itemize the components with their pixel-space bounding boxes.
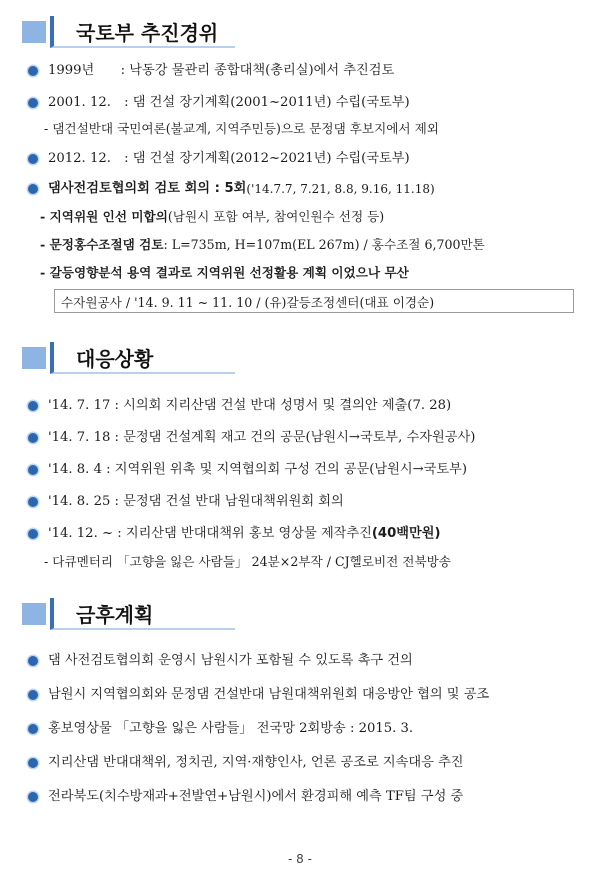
list-item bbox=[28, 525, 588, 543]
bullet-icon bbox=[28, 792, 38, 802]
bullet-icon bbox=[28, 656, 38, 666]
section-title: 금후계획 bbox=[76, 602, 154, 627]
item-text: 댐 사전검토협의회 운영시 남원시가 포함될 수 있도록 촉구 건의 bbox=[48, 653, 413, 668]
item-text: ('14.7.7, 7.21, 8.8, 9.16, 11.18) bbox=[246, 182, 435, 196]
section-header-progress bbox=[22, 14, 235, 50]
bullet-icon bbox=[28, 66, 38, 76]
item-text: '14. 7. 17 : 시의회 지리산댐 건설 반대 성명서 및 결의안 제출(7. 28) bbox=[48, 398, 452, 413]
boxed-note-text: 수자원공사 / '14. 9. 11 ~ 11. 10 / (유)갈등조정센터(대표 이경순) bbox=[61, 294, 435, 310]
bullet-icon bbox=[28, 529, 38, 539]
list-item bbox=[28, 754, 588, 772]
list-item bbox=[28, 94, 588, 112]
list-item bbox=[28, 686, 588, 704]
sub-item-bold: - 갈등영향분석 용역 결과로 지역위원 선정활용 계획 이었으나 무산 bbox=[40, 265, 409, 280]
bullet-icon bbox=[28, 758, 38, 768]
item-text: 2012. 12. : 댐 건설 장기계획(2012~2021년) 수립(국토부) bbox=[48, 151, 410, 166]
item-text: '14. 8. 4 : 지역위원 위촉 및 지역협의회 구성 건의 공문(남원시→국토부) bbox=[48, 462, 468, 477]
sub-item bbox=[44, 120, 600, 138]
sub-item-bold: - 지역위원 인선 미합의 bbox=[40, 209, 168, 224]
sub-item bbox=[40, 236, 600, 254]
bullet-icon bbox=[28, 433, 38, 443]
item-text-bold: (40백만원) bbox=[371, 526, 441, 541]
section-title: 대응상황 bbox=[76, 346, 154, 371]
sub-item bbox=[40, 208, 600, 226]
section-title-bar bbox=[50, 342, 235, 374]
item-text-bold: 댐사전검토협의회 검토 회의 : 5회 bbox=[48, 181, 247, 196]
boxed-note bbox=[54, 289, 574, 313]
list-item bbox=[28, 150, 588, 168]
item-text: 지리산댐 반대대책위, 정치권, 지역·재향인사, 언론 공조로 지속대응 추진 bbox=[48, 755, 464, 770]
section-header-response bbox=[22, 340, 235, 376]
section-marker-icon bbox=[22, 603, 46, 625]
sub-item-text: - 댐건설반대 국민여론(불교계, 지역주민등)으로 문정댐 후보지에서 제외 bbox=[44, 121, 439, 136]
page-number: - 8 - bbox=[288, 852, 312, 866]
sub-item bbox=[44, 553, 600, 571]
list-item bbox=[28, 180, 588, 198]
section-title-bar bbox=[50, 16, 235, 48]
bullet-icon bbox=[28, 465, 38, 475]
list-item bbox=[28, 461, 588, 479]
item-text: 2001. 12. : 댐 건설 장기계획(2001~2011년) 수립(국토부) bbox=[48, 95, 410, 110]
sub-item-text: : L=735m, H=107m(EL 267m) / 홍수조절 6,700만톤 bbox=[163, 237, 485, 252]
section-title-bar bbox=[50, 598, 235, 630]
list-item bbox=[28, 652, 588, 670]
bullet-icon bbox=[28, 98, 38, 108]
list-item bbox=[28, 493, 588, 511]
list-item bbox=[28, 429, 588, 447]
sub-item bbox=[40, 264, 600, 282]
item-text: 홍보영상물 「고향을 잃은 사람들」 전국망 2회방송 : 2015. 3. bbox=[48, 721, 414, 736]
section-marker-icon bbox=[22, 347, 46, 369]
item-text: 1999년 : 낙동강 물관리 종합대책(총리실)에서 추진검토 bbox=[48, 63, 395, 78]
section-marker-icon bbox=[22, 21, 46, 43]
sub-item-bold: - 문정홍수조절댐 검토 bbox=[40, 237, 164, 252]
item-text: 전라북도(치수방재과+전발연+남원시)에서 환경피해 예측 TF팀 구성 중 bbox=[48, 789, 464, 804]
section-header-plan bbox=[22, 596, 235, 632]
bullet-icon bbox=[28, 690, 38, 700]
sub-item-text: - 다큐멘터리 「고향을 잃은 사람들」 24분×2부작 / CJ헬로비전 전북방송 bbox=[44, 554, 451, 569]
item-text: '14. 8. 25 : 문정댐 건설 반대 남원대책위원회 회의 bbox=[48, 494, 344, 509]
list-item bbox=[28, 397, 588, 415]
section-title: 국토부 추진경위 bbox=[76, 20, 219, 45]
bullet-icon bbox=[28, 401, 38, 411]
list-item bbox=[28, 720, 588, 738]
item-text: 남원시 지역협의회와 문정댐 건설반대 남원대책위원회 대응방안 협의 및 공조 bbox=[48, 687, 490, 702]
bullet-icon bbox=[28, 184, 38, 194]
list-item bbox=[28, 62, 588, 80]
bullet-icon bbox=[28, 724, 38, 734]
bullet-icon bbox=[28, 497, 38, 507]
item-text: '14. 7. 18 : 문정댐 건설계획 재고 건의 공문(남원시→국토부, 수자원공사) bbox=[48, 430, 476, 445]
sub-item-text: (남원시 포함 여부, 참여인원수 선정 등) bbox=[167, 209, 385, 224]
item-text: '14. 12. ~ : 지리산댐 반대대책위 홍보 영상물 제작추진 bbox=[48, 526, 372, 541]
list-item bbox=[28, 788, 588, 806]
bullet-icon bbox=[28, 154, 38, 164]
